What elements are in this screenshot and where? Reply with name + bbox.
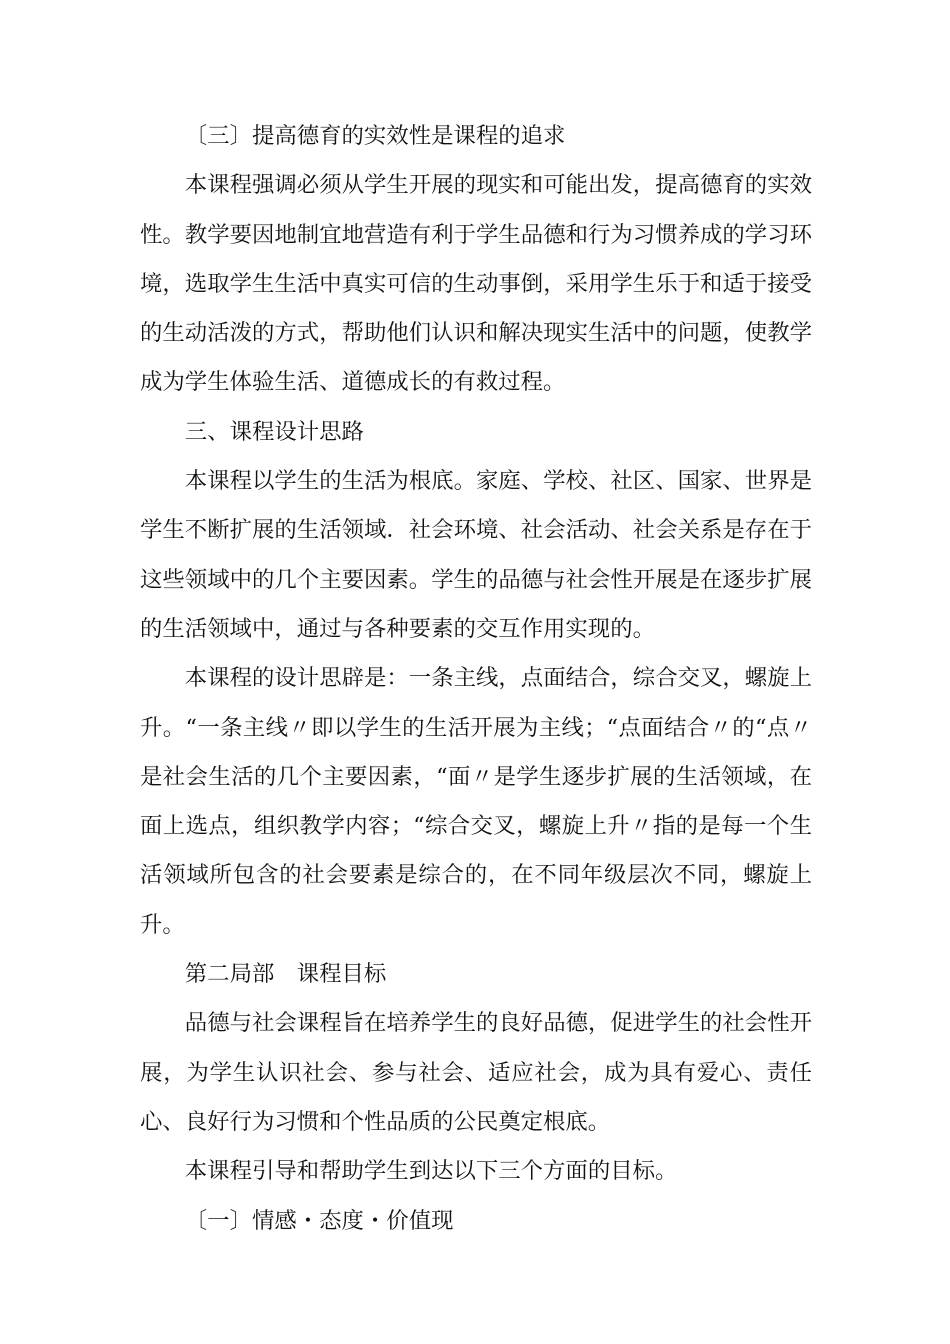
paragraph-course-aim: 品德与社会课程旨在培养学生的良好品德，促进学生的社会性开展，为学生认识社会、参与社会、适应社会，成为具有爱心、责任心、良好行为习惯和个性品质的公民奠定根底。	[140, 1010, 812, 1135]
section-heading-course-design: 三、课程设计思路	[184, 418, 364, 445]
document-body	[140, 112, 812, 1246]
paragraph-design-thinking: 本课程的设计思辟是：一条主线，点面结合，综合交叉，螺旋上升。“一条主线〃即以学生的生活开展为主线；“点面结合〃的“点〃是社会生活的几个主要因素，“面〃是学生逐步扩展的生活领域，在面上选点，组织教学内容；“综合交叉，螺旋上升〃指的是每一个生活领域所包含的社会要素是综合的，在不同年级层次不同，螺旋上升。	[140, 665, 812, 938]
paragraph-life-foundation: 本课程以学生的生活为根底。家庭、学校、社区、国家、世界是学生不断扩展的生活领域．社会环境、社会活动、社会关系是存在于这些领域中的几个主要因素。学生的品德与社会性开展是在逐步扩展的生活领域中，通过与各种要素的交互作用实现的。	[140, 468, 812, 642]
paragraph-moral-effectiveness: 本课程强调必须从学生开展的现实和可能出发，提高德育的实效性。教学要因地制宜地营造有利于学生品德和行为习惯养成的学习环境，选取学生生活中真实可信的生动事倒，采用学生乐于和适于接受的生动活泼的方式，帮助他们认识和解决现实生活中的问题，使教学成为学生体验生活、道德成长的有救过程。	[140, 172, 812, 396]
section-heading-3: 〔三〕提高德育的实效性是课程的追求	[184, 123, 566, 149]
paragraph-three-goals: 本课程引导和帮助学生到达以下三个方面的目标。	[184, 1158, 678, 1185]
part-heading-course-goals: 第二局部 课程目标	[184, 961, 387, 988]
subsection-heading-emotion-attitude-values: 〔一〕情感・态度・价值现	[184, 1207, 454, 1234]
